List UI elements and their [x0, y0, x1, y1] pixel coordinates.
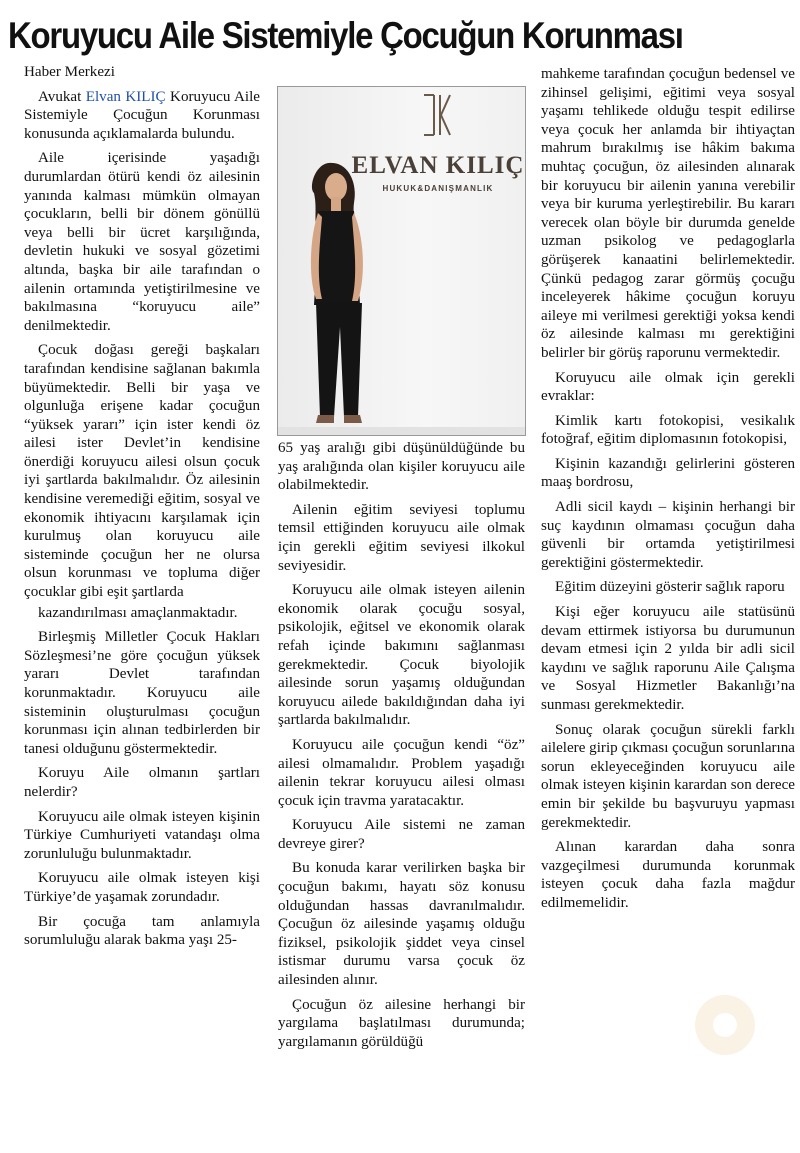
paragraph: Birleşmiş Milletler Çocuk Hakları Sözleşmesi’ne göre çocuğun yüksek yararı Devlet tarafından korunmaktadır. Koruyucu aile sisteminin oluşturulması çocuğun korunması için alınan tedbirlerden bir tanesi olduğunu göstermektedir.: [24, 629, 260, 757]
intro-before: Avukat: [38, 88, 86, 105]
intro-paragraph: [24, 88, 260, 144]
list-item: Kişinin kazandığı gelirlerini gösteren maaş bordrosu,: [541, 455, 795, 491]
lawyer-photo: [277, 86, 526, 436]
woman-figure: [311, 163, 363, 423]
subheading: Koruyu Aile olmanın şartları nelerdir?: [24, 765, 260, 800]
paragraph: mahkeme tarafından çocuğun bedensel ve zihinsel gelişimi, eğitimi veya sosyal yaşamı tehlikede olduğu tespit edilirse veya çocuk her anlamda bir ihtiyaçtan mahrum bırakılmış ise hâkim bakıma muhtaç çocuğun, öz ailesinden alınarak bir koruyucu bir ailenin yanına verebilir veya bir kuruma yerleştirebilir. Bu kararı verecek olan böyle bir durumda genelde uzman psikolog ve pedagoglarla görüşerek kanaatini belirlemektedir. Çünkü pedagog zarar görmüş çocuğu inceleyerek hâkime çocuğun koruyu aileye mi verilmesi gerektiği yoksa kendi öz ailesinde kalması mı gerektiğini belirler bir görüş raporunu vermektedir.: [541, 66, 795, 361]
paragraph: Kişi eğer koruyucu aile statüsünü devam ettirmek istiyorsa bu durumunun devam etmesi için 2 yılda bir adli sicil kaydını ve sağlık raporunu Aile Çalışma ve Sosyal Hizmetler Bakanlığı’na sunması gerekmektedir.: [541, 604, 795, 713]
subheading: Koruyucu aile olmak için gerekli evraklar:: [541, 369, 795, 405]
column-1: [24, 63, 260, 956]
paragraph: Koruyucu aile olmak isteyen ailenin ekonomik olarak çocuğu sosyal, psikolojik, eğitsel ve ekonomik olarak refah içinde bakımını sağlanması gerekmektedir. Çocuk biyolojik ailesinde sorun yaşamış olduğundan koruyucu ailede bakıldığından daha iyi şartlarda bakılmalıdır.: [278, 582, 525, 729]
logo-text: ELVAN KILIÇ: [351, 152, 525, 179]
column-3: [541, 65, 795, 919]
logo-subtext: HUKUK&DANIŞMANLIK: [382, 184, 494, 193]
subheading: Koruyucu Aile sistemi ne zaman devreye girer?: [278, 817, 525, 852]
paragraph: Bu konuda karar verilirken başka bir çocuğun bakımı, hayatı söz konusu olduğundan hassas davranılmalıdır. Çocuğun öz ailesinde yaşamış olduğu fiziksel, psikolojik şiddet veya cinsel istismar durumu varsa çocuk öz ailesinden alınır.: [278, 860, 525, 989]
paragraph: Çocuk doğası gereği başkaları tarafından kendisine sağlanan bakımla büyümektedir. Belli bir yaşa ve olgunluğa erişene kadar çocuğun “yüksek yararı” için ister kendi öz ailesi ister Devlet’in kendisine önerdiği koruyucu ailesi olsun çocuk iyi şartlarda bakılmalıdır. Öz ailesinin kendisine veremediği eğitim, sosyal ve ekonomik ihtiyacını karşılamak için kurulmuş olan koruyucu aile sisteminde çocuğun her ne olursa olsun korunması ve topluma diğer çocuklar gibi eşit şartlarda: [24, 342, 260, 601]
list-item: Kimlik kartı fotokopisi, vesikalık fotoğraf, eğitim diplomasının fotokopisi,: [541, 412, 795, 448]
paragraph: Koruyucu aile olmak isteyen kişinin Türkiye Cumhuriyeti vatandaşı olma zorunluluğu bulunmaktadır.: [24, 808, 260, 862]
headline: Koruyucu Aile Sistemiyle Çocuğun Korunması: [8, 15, 683, 56]
paragraph: Çocuğun öz ailesine herhangi bir yargılama başlatılması durumunda; yargılamanın görüldüğü: [278, 996, 525, 1050]
watermark-icon: [690, 990, 760, 1060]
paragraph: Sonuç olarak çocuğun sürekli farklı ailelere girip çıkması çocuğun sorunlarına sorun ekleyeceğinden koruyucu aile olmak isteyen kişinin karardan son derece emin bir şekilde bu başvuruyu yapması gerekmektedir.: [541, 721, 795, 831]
column-2: [278, 439, 525, 1057]
paragraph: Koruyucu aile çocuğun kendi “öz” ailesi olmamalıdır. Problem yaşadığı ailenin tekrar koruyucu ailesi olması çocuk için travma yaratacaktır.: [278, 736, 525, 809]
paragraph: Aile içerisinde yaşadığı durumlardan ötürü kendi öz ailesinin yanında kalması mümkün olmayan çocukların, belli bir dönem gönüllü veya belli bir ücret karşılığında, devletin hukuki ve sosyal gözetimi altında, başka bir aile tarafından o ailenin ortamında yetiştirilmesine ve bakılmasına “koruyucu aile” denilmektedir.: [24, 150, 260, 334]
paragraph: Ailenin eğitim seviyesi toplumu temsil ettiğinden koruyucu aile olmak için gerekli eğitim seviyesi ilkokul seviyesidir.: [278, 501, 525, 574]
logo-mark-icon: [424, 95, 450, 135]
list-item: Adli sicil kaydı – kişinin herhangi bir suç kaydının olmaması çocuğun daha güvenli bir ortamda yetiştirilmesi gerektiğini göstermektedir.: [541, 499, 795, 571]
paragraph: Bir çocuğa tam anlamıyla sorumluluğu alarak bakma yaşı 25-: [24, 913, 260, 949]
paragraph: 65 yaş aralığı gibi düşünüldüğünde bu yaş aralığında olan kişiler koruyucu aile olabilmektedir.: [278, 440, 525, 494]
list-item: Eğitim düzeyini gösterir sağlık raporu: [555, 579, 785, 596]
byline: Haber Merkezi: [24, 64, 115, 80]
paragraph: Alınan karardan daha sonra vazgeçilmesi durumunda korunmak isteyen çocuk daha fazla mağdur edilmemelidir.: [541, 839, 795, 911]
lawyer-name-link[interactable]: Elvan KILIÇ: [85, 88, 166, 105]
paragraph: Koruyucu aile olmak isteyen kişi Türkiye’de yaşamak zorundadır.: [24, 870, 260, 905]
paragraph: kazandırılması amaçlanmaktadır.: [38, 604, 238, 621]
intro-after: Koruyucu Aile Sistemiyle Çocuğun Korunması konusunda açıklamalarda bulundu.: [24, 88, 260, 142]
